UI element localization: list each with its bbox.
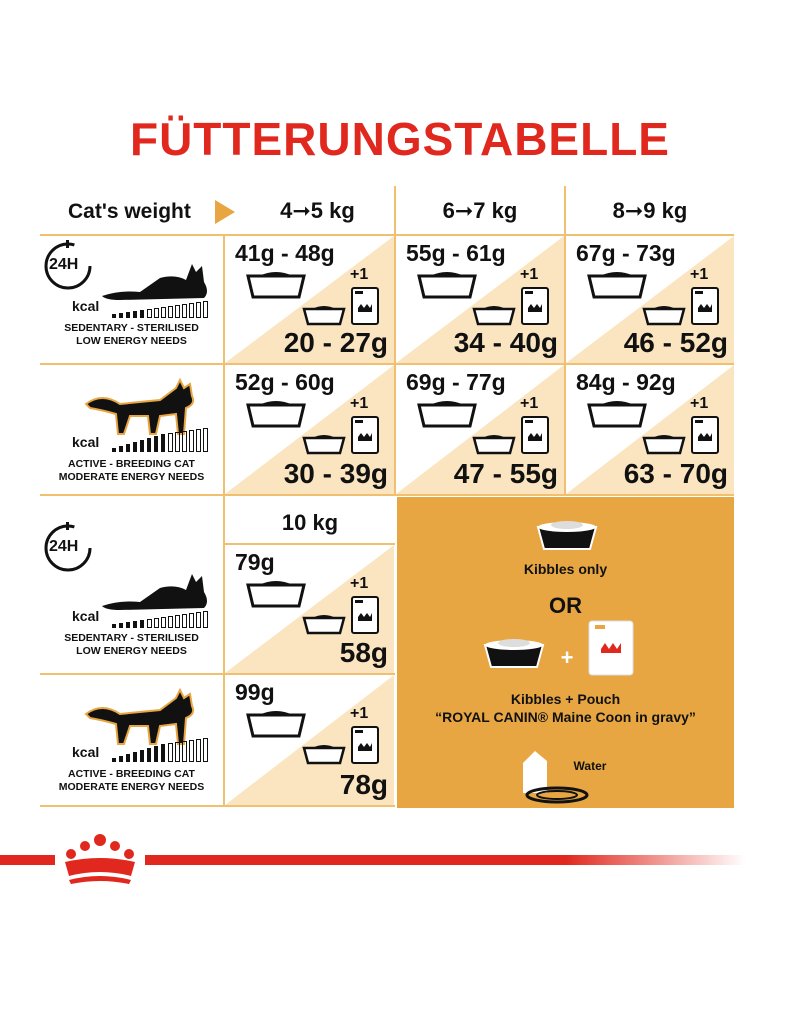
plus-one-label: +1 (350, 575, 369, 592)
energy-bar-icon (112, 296, 212, 323)
kibbles-bowl-icon (245, 709, 307, 744)
pouch-icon (350, 415, 380, 460)
kibbles-bowl-icon (586, 399, 648, 434)
kibbles-pouch-label: Kibbles + Pouch (510, 691, 621, 707)
pouch-icon (350, 595, 380, 640)
combo-amount: 30 - 39g (283, 458, 388, 489)
plus-one-label: +1 (690, 395, 709, 412)
brand-stripe (145, 855, 745, 865)
row-label-text: SEDENTARY - STERILISED LOW ENERGY NEEDS (64, 322, 199, 347)
kibbles-bowl-icon (245, 270, 307, 305)
kibbles-amount: 55g - 61g (406, 240, 506, 266)
kibbles-amount: 79g (235, 549, 275, 575)
feeding-cell (225, 365, 394, 494)
combo-amount: 47 - 55g (453, 458, 558, 489)
kcal-label: kcal (72, 608, 100, 624)
kibbles-bowl-icon (586, 270, 648, 305)
brand-stripe (0, 855, 55, 865)
pouch-icon (690, 286, 720, 331)
small-bowl-icon (642, 433, 686, 460)
kibbles-amount: 69g - 77g (406, 369, 506, 395)
kibbles-bowl-icon (479, 637, 549, 676)
kcal-label: kcal (72, 434, 100, 450)
grid-line (40, 494, 734, 496)
or-label: OR (549, 593, 582, 618)
plus-one-label: +1 (520, 395, 539, 412)
row-label-text: ACTIVE - BREEDING CAT MODERATE ENERGY NEEDS (58, 458, 205, 483)
plus-label: + (560, 645, 574, 670)
plus-one-label: +1 (690, 266, 709, 283)
row-label-4 (40, 676, 223, 802)
energy-bar-icon (112, 428, 212, 457)
row-label-3 (40, 520, 223, 670)
pouch-icon (520, 286, 550, 331)
pouch-icon (587, 619, 635, 682)
feeding-cell (225, 236, 394, 363)
small-bowl-icon (302, 433, 346, 460)
feeding-cell (566, 236, 734, 363)
weight-header-10: 10 kg (281, 510, 339, 535)
clock-24h-icon: 24H (40, 238, 96, 294)
water-label: Water (573, 759, 607, 773)
row-label-text: SEDENTARY - STERILISED LOW ENERGY NEEDS (64, 632, 199, 657)
combo-amount: 63 - 70g (623, 458, 728, 489)
row-label-1 (40, 236, 223, 362)
pouch-icon (350, 286, 380, 331)
kibbles-amount: 67g - 73g (576, 240, 676, 266)
row-label-text: ACTIVE - BREEDING CAT MODERATE ENERGY NEEDS (58, 768, 205, 793)
kibbles-only-label: Kibbles only (523, 561, 608, 577)
plus-one-label: +1 (350, 266, 369, 283)
pouch-icon (520, 415, 550, 460)
combo-amount: 46 - 52g (623, 327, 728, 358)
combo-amount: 34 - 40g (453, 327, 558, 358)
cats-weight-label: Cat's weight (68, 200, 191, 223)
kibbles-amount: 84g - 92g (576, 369, 676, 395)
feeding-cell (396, 365, 564, 494)
kcal-label: kcal (72, 744, 100, 760)
feeding-cell (566, 365, 734, 494)
energy-bar-icon (112, 738, 212, 767)
weight-header-6-7: 6➞7 kg (442, 198, 518, 223)
small-bowl-icon (302, 743, 346, 770)
plus-one-label: +1 (350, 395, 369, 412)
small-bowl-icon (302, 613, 346, 640)
kibbles-amount: 41g - 48g (235, 240, 335, 266)
grid-line (40, 805, 395, 807)
plus-one-label: +1 (350, 705, 369, 722)
weight-header-4-5: 4➞5 kg (280, 198, 355, 223)
pouch-icon (350, 725, 380, 770)
feeding-cell (225, 675, 394, 805)
weight-header-8-9: 8➞9 kg (612, 198, 688, 223)
combo-amount: 58g (339, 637, 388, 668)
pouch-name-label: “ROYAL CANIN® Maine Coon in gravy” (435, 709, 696, 725)
legend-panel (397, 497, 734, 808)
kibbles-bowl-icon (245, 399, 307, 434)
energy-bar-icon (112, 606, 212, 633)
kibbles-amount: 52g - 60g (235, 369, 335, 395)
row-label-2 (40, 366, 223, 492)
pouch-icon (690, 415, 720, 460)
arrow-right-icon (215, 200, 235, 224)
kcal-label: kcal (72, 298, 100, 314)
page-title: FÜTTERUNGSTABELLE (129, 113, 670, 165)
feeding-cell (225, 545, 394, 673)
kibbles-amount: 99g (235, 679, 275, 705)
combo-amount: 20 - 27g (283, 327, 388, 358)
kibbles-bowl-icon (245, 579, 307, 614)
feeding-cell (396, 236, 564, 363)
plus-one-label: +1 (520, 266, 539, 283)
kibbles-bowl-icon (416, 270, 478, 305)
kibbles-bowl-icon (532, 519, 602, 558)
royal-canin-crown-logo (55, 832, 145, 891)
kibbles-bowl-icon (416, 399, 478, 434)
water-bowl-icon (517, 743, 617, 810)
small-bowl-icon (472, 433, 516, 460)
combo-amount: 78g (339, 769, 388, 800)
clock-24h-icon: 24H (40, 520, 96, 576)
